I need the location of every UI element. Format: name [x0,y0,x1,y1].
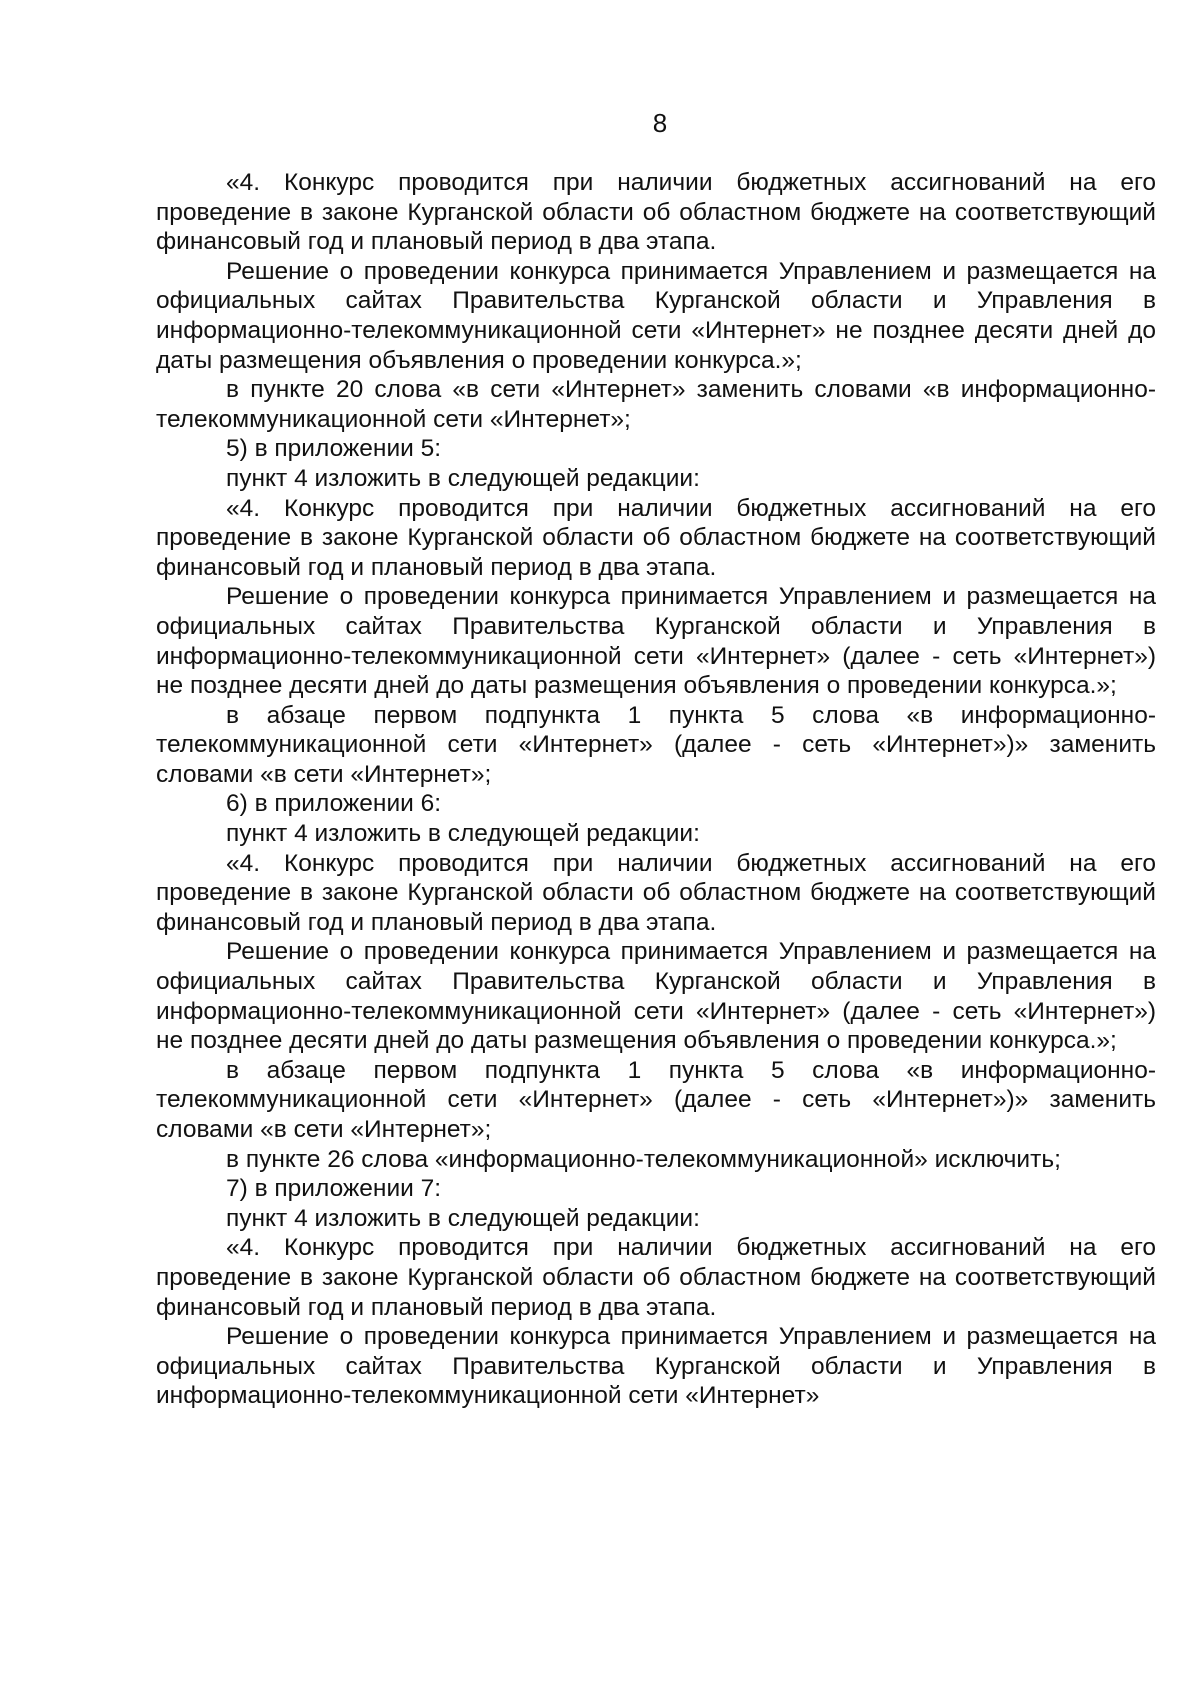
paragraph: пункт 4 изложить в следующей редакции: [226,464,700,492]
paragraph: в абзаце первом подпункта 1 пункта 5 слова «в информационно-телекоммуникационной сети «Интернет» (далее - сеть «Интернет»)» заменить словами «в сети «Интернет»; [156,701,1156,788]
paragraph: в абзаце первом подпункта 1 пункта 5 слова «в информационно-телекоммуникационной сети «Интернет» (далее - сеть «Интернет»)» заменить словами «в сети «Интернет»; [156,1056,1156,1143]
paragraph: «4. Конкурс проводится при наличии бюджетных ассигнований на его проведение в законе Курганской области об областном бюджете на соответствующий финансовый год и плановый период в два этапа. [156,849,1156,936]
paragraph: 6) в приложении 6: [226,790,442,818]
document-body [156,168,1156,1411]
paragraph: 7) в приложении 7: [226,1175,442,1203]
paragraph: пункт 4 изложить в следующей редакции: [226,820,700,848]
page-number: 8 [652,108,668,138]
paragraph: в пункте 26 слова «информационно-телекоммуникационной» исключить; [226,1145,1061,1173]
paragraph: 5) в приложении 5: [226,435,442,463]
paragraph: «4. Конкурс проводится при наличии бюджетных ассигнований на его проведение в законе Курганской области об областном бюджете на соответствующий финансовый год и плановый период в два этапа. [156,169,1156,256]
paragraph: «4. Конкурс проводится при наличии бюджетных ассигнований на его проведение в законе Курганской области об областном бюджете на соответствующий финансовый год и плановый период в два этапа. [156,494,1156,581]
paragraph: Решение о проведении конкурса принимается Управлением и размещается на официальных сайтах Правительства Курганской области и Управления в информационно-телекоммуникационной сети «Интернет» (далее - сеть «Интернет») не позднее десяти дней до даты размещения объявления о проведении конкурса.»; [156,583,1156,700]
paragraph: Решение о проведении конкурса принимается Управлением и размещается на официальных сайтах Правительства Курганской области и Управления в информационно-телекоммуникационной сети «Интернет» (далее - сеть «Интернет») не позднее десяти дней до даты размещения объявления о проведении конкурса.»; [156,938,1156,1055]
paragraph: пункт 4 изложить в следующей редакции: [226,1204,700,1232]
paragraph: «4. Конкурс проводится при наличии бюджетных ассигнований на его проведение в законе Курганской области об областном бюджете на соответствующий финансовый год и плановый период в два этапа. [156,1234,1156,1321]
paragraph: Решение о проведении конкурса принимается Управлением и размещается на официальных сайтах Правительства Курганской области и Управления в информационно-телекоммуникационной сети «Интернет» [156,1323,1156,1410]
paragraph: Решение о проведении конкурса принимается Управлением и размещается на официальных сайтах Правительства Курганской области и Управления в информационно-телекоммуникационной сети «Интернет» не позднее десяти дней до даты размещения объявления о проведении конкурса.»; [156,257,1156,374]
paragraph: в пункте 20 слова «в сети «Интернет» заменить словами «в информационно-телекоммуникационной сети «Интернет»; [156,376,1156,433]
